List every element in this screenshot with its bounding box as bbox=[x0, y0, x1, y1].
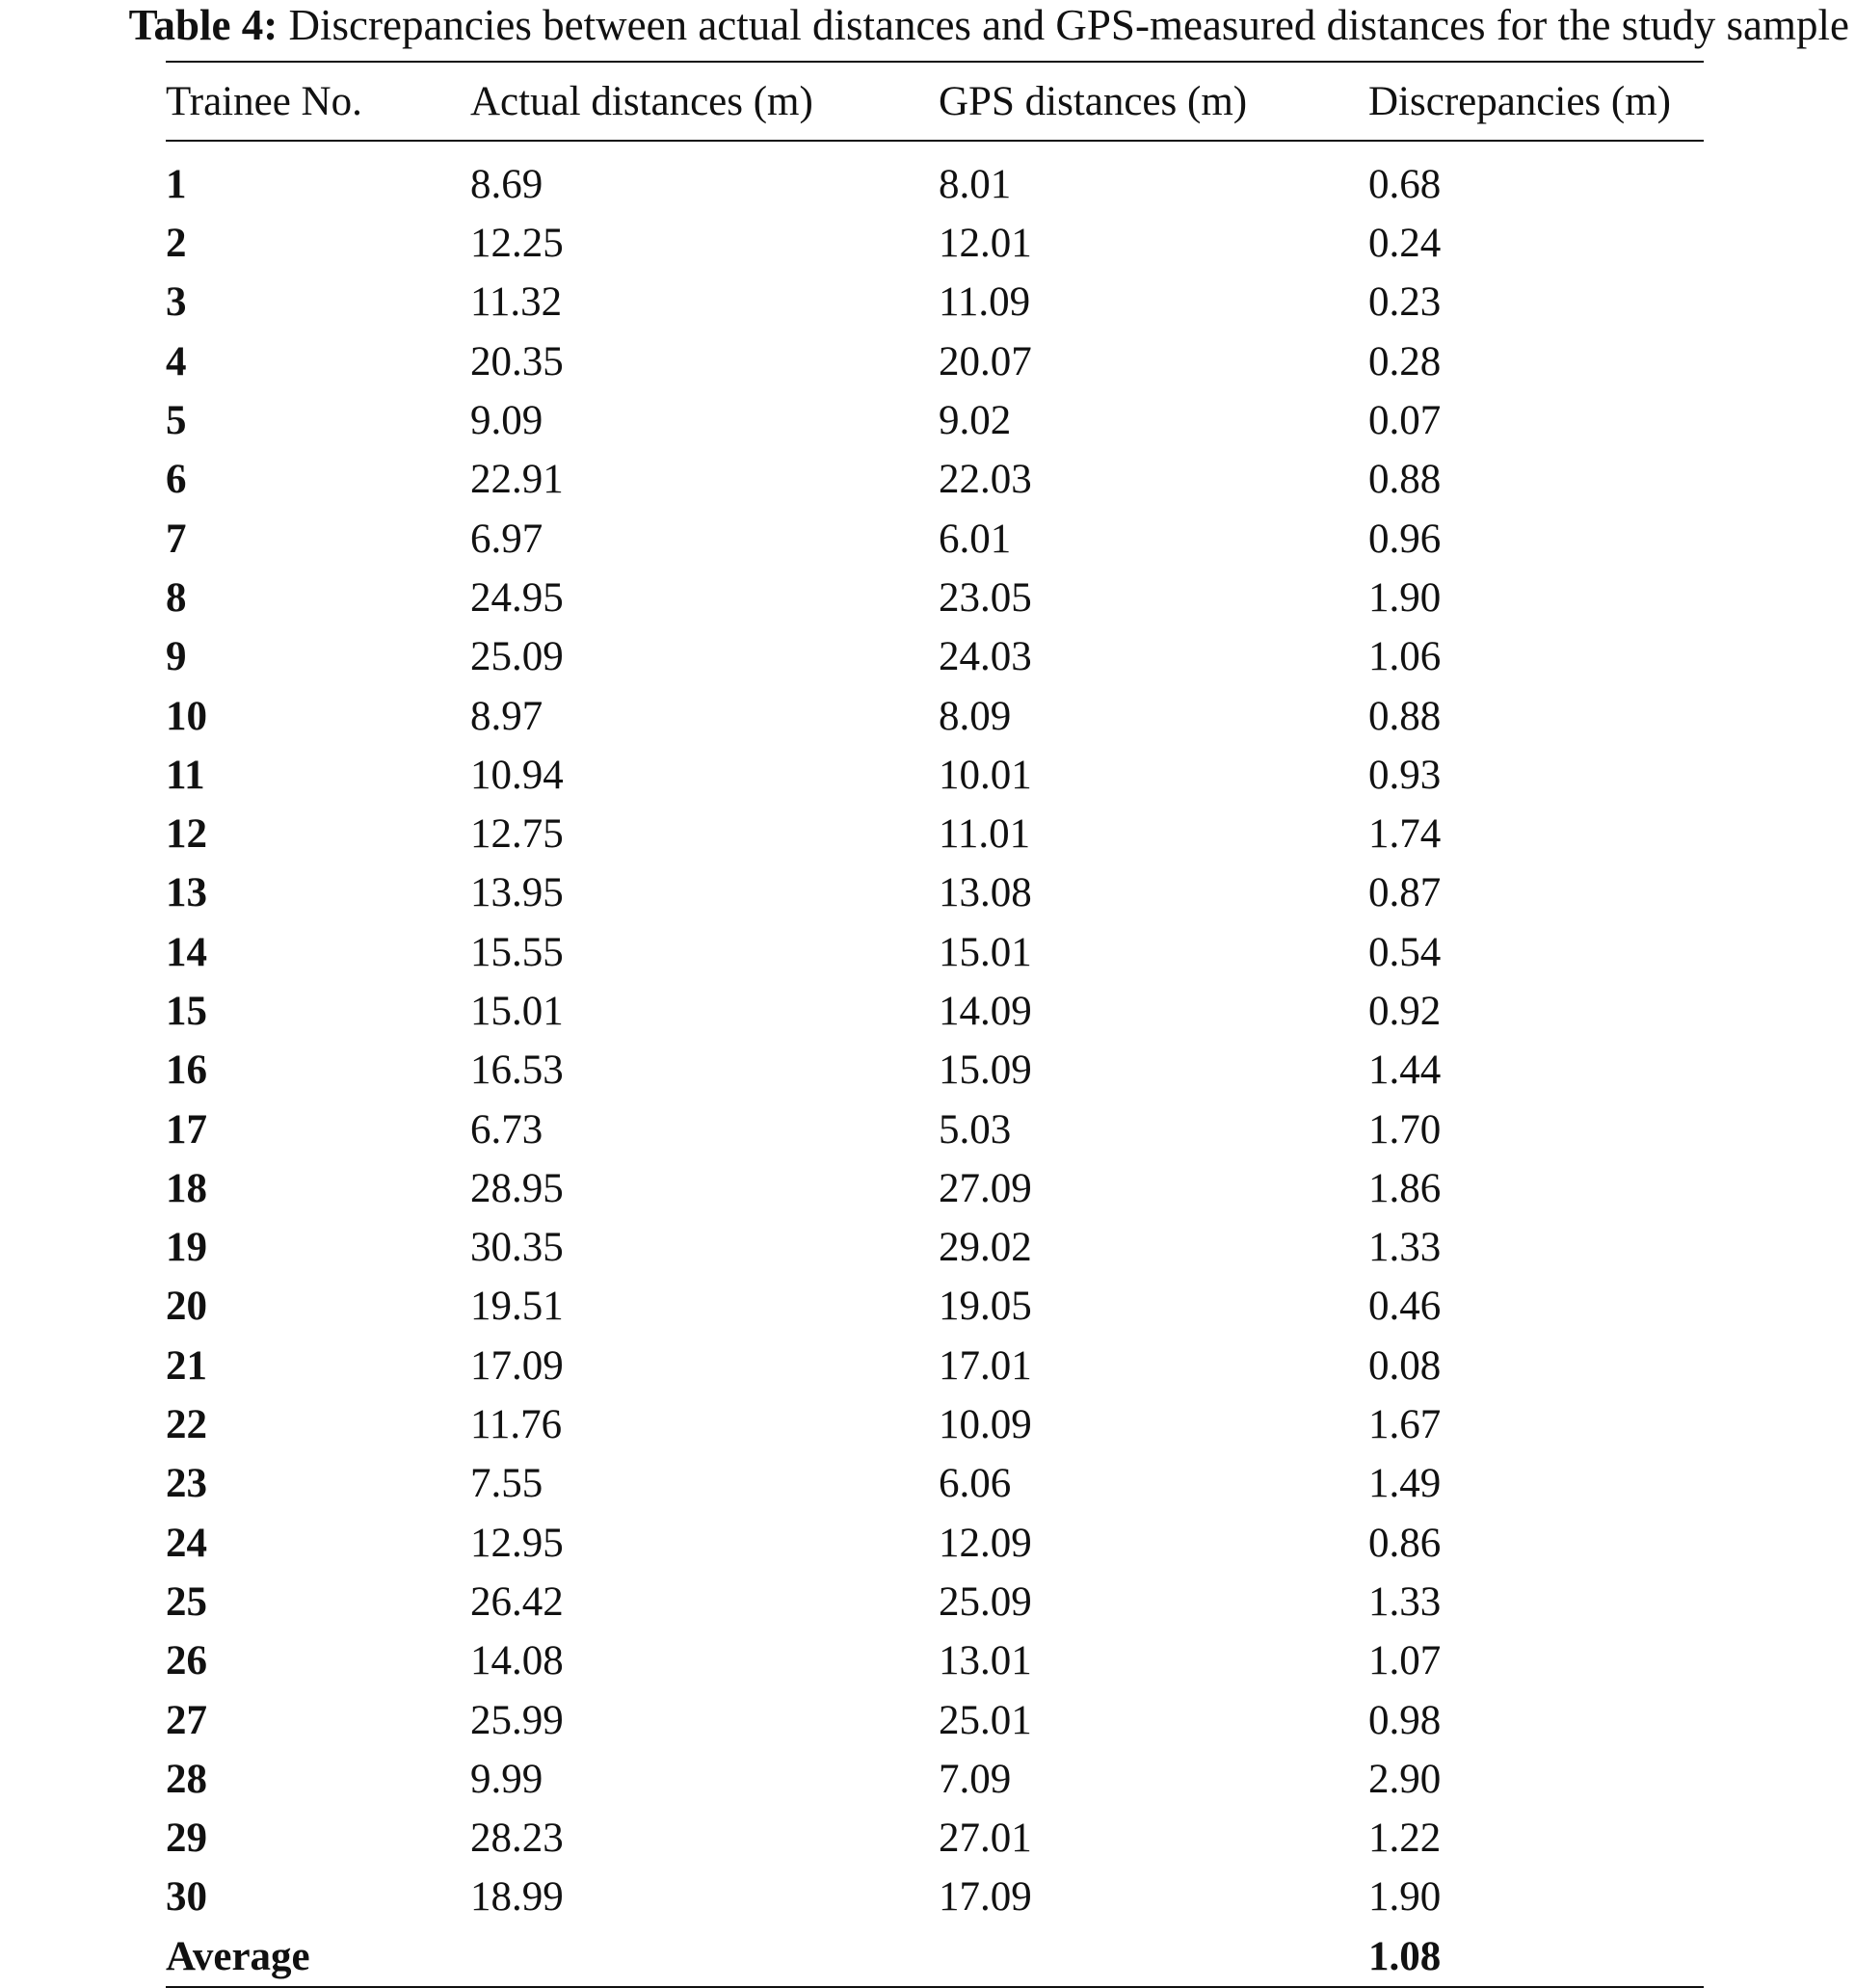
trainee-no-cell: 29 bbox=[166, 1816, 207, 1862]
table-row bbox=[166, 1750, 1704, 1809]
header-gps-distances: GPS distances (m) bbox=[939, 78, 1248, 124]
table-row bbox=[166, 1690, 1704, 1749]
trainee-no-cell: 22 bbox=[166, 1402, 207, 1448]
actual-distance-cell: 12.25 bbox=[470, 221, 564, 267]
table-container bbox=[166, 61, 1704, 1988]
table-row bbox=[166, 863, 1704, 922]
gps-distance-cell: 9.02 bbox=[939, 398, 1012, 444]
discrepancy-cell: 1.33 bbox=[1368, 1578, 1442, 1625]
trainee-no-cell: 16 bbox=[166, 1047, 207, 1094]
actual-distance-cell: 13.95 bbox=[470, 870, 564, 916]
average-value: 1.08 bbox=[1368, 1933, 1442, 1979]
gps-distance-cell: 27.09 bbox=[939, 1165, 1032, 1211]
average-actual-empty bbox=[470, 1927, 939, 1987]
table-row bbox=[166, 214, 1704, 273]
trainee-no-cell: 18 bbox=[166, 1165, 207, 1211]
actual-distance-cell: 15.55 bbox=[470, 929, 564, 975]
discrepancy-cell: 0.87 bbox=[1368, 870, 1442, 916]
trainee-no-cell: 3 bbox=[166, 279, 187, 326]
table-row bbox=[166, 1395, 1704, 1454]
discrepancy-cell: 1.07 bbox=[1368, 1638, 1442, 1684]
trainee-no-cell: 6 bbox=[166, 457, 187, 503]
table-row bbox=[166, 1218, 1704, 1277]
gps-distance-cell: 19.05 bbox=[939, 1284, 1032, 1330]
actual-distance-cell: 20.35 bbox=[470, 338, 564, 384]
discrepancy-cell: 1.22 bbox=[1368, 1816, 1442, 1862]
trainee-no-cell: 9 bbox=[166, 634, 187, 680]
actual-distance-cell: 8.69 bbox=[470, 162, 543, 207]
actual-distance-cell: 28.95 bbox=[470, 1165, 564, 1211]
discrepancy-cell: 1.90 bbox=[1368, 1874, 1442, 1921]
trainee-no-cell: 27 bbox=[166, 1697, 207, 1743]
discrepancy-cell: 1.90 bbox=[1368, 574, 1442, 621]
trainee-no-cell: 14 bbox=[166, 929, 207, 975]
trainee-no-cell: 11 bbox=[166, 752, 205, 798]
gps-distance-cell: 10.01 bbox=[939, 752, 1032, 798]
trainee-no-cell: 24 bbox=[166, 1520, 207, 1566]
trainee-no-cell: 28 bbox=[166, 1756, 207, 1802]
gps-distance-cell: 23.05 bbox=[939, 574, 1032, 621]
gps-distance-cell: 13.01 bbox=[939, 1638, 1032, 1684]
discrepancy-cell: 0.54 bbox=[1368, 929, 1442, 975]
table-row bbox=[166, 1631, 1704, 1690]
table-row bbox=[166, 1868, 1704, 1926]
table-row bbox=[166, 923, 1704, 982]
gps-distance-cell: 7.09 bbox=[939, 1756, 1012, 1802]
actual-distance-cell: 11.32 bbox=[470, 279, 563, 326]
actual-distance-cell: 25.09 bbox=[470, 634, 564, 680]
actual-distance-cell: 12.95 bbox=[470, 1520, 564, 1566]
table-caption-text: Discrepancies between actual distances and GPS-measured distances for the study sample bbox=[288, 1, 1849, 49]
discrepancy-cell: 1.44 bbox=[1368, 1047, 1442, 1094]
table-row bbox=[166, 1573, 1704, 1631]
actual-distance-cell: 9.09 bbox=[470, 398, 543, 444]
header-actual-distances: Actual distances (m) bbox=[470, 78, 813, 124]
discrepancy-cell: 0.88 bbox=[1368, 693, 1442, 739]
actual-distance-cell: 28.23 bbox=[470, 1816, 564, 1862]
discrepancy-cell: 1.86 bbox=[1368, 1165, 1442, 1211]
header-discrepancies: Discrepancies (m) bbox=[1368, 78, 1671, 124]
gps-distance-cell: 11.09 bbox=[939, 279, 1031, 326]
discrepancy-cell: 0.92 bbox=[1368, 989, 1442, 1034]
discrepancy-cell: 0.88 bbox=[1368, 457, 1442, 503]
actual-distance-cell: 14.08 bbox=[470, 1638, 564, 1684]
table-caption-label: Table 4: bbox=[128, 1, 278, 49]
gps-distance-cell: 10.09 bbox=[939, 1402, 1032, 1448]
actual-distance-cell: 12.75 bbox=[470, 811, 564, 858]
trainee-no-cell: 7 bbox=[166, 516, 187, 562]
gps-distance-cell: 17.09 bbox=[939, 1874, 1032, 1921]
discrepancy-cell: 1.67 bbox=[1368, 1402, 1442, 1448]
trainee-no-cell: 15 bbox=[166, 989, 207, 1034]
gps-distance-cell: 8.09 bbox=[939, 693, 1012, 739]
average-gps-empty bbox=[939, 1927, 1368, 1987]
gps-distance-cell: 27.01 bbox=[939, 1816, 1032, 1862]
actual-distance-cell: 7.55 bbox=[470, 1461, 543, 1507]
table-row bbox=[166, 141, 1704, 214]
gps-distance-cell: 29.02 bbox=[939, 1225, 1032, 1271]
gps-distance-cell: 12.01 bbox=[939, 221, 1032, 267]
table-row bbox=[166, 1809, 1704, 1868]
gps-distance-cell: 5.03 bbox=[939, 1106, 1012, 1153]
trainee-no-cell: 25 bbox=[166, 1578, 207, 1625]
gps-distance-cell: 11.01 bbox=[939, 811, 1031, 858]
discrepancy-cell: 1.74 bbox=[1368, 811, 1442, 858]
discrepancy-cell: 0.46 bbox=[1368, 1284, 1442, 1330]
table-row bbox=[166, 391, 1704, 450]
trainee-no-cell: 30 bbox=[166, 1874, 207, 1921]
trainee-no-cell: 20 bbox=[166, 1284, 207, 1330]
actual-distance-cell: 30.35 bbox=[470, 1225, 564, 1271]
table-row bbox=[166, 569, 1704, 627]
table-row bbox=[166, 1041, 1704, 1100]
trainee-no-cell: 10 bbox=[166, 693, 207, 739]
trainee-no-cell: 2 bbox=[166, 221, 187, 267]
gps-distance-cell: 14.09 bbox=[939, 989, 1032, 1034]
trainee-no-cell: 1 bbox=[166, 162, 187, 207]
header-trainee-no: Trainee No. bbox=[166, 78, 362, 124]
discrepancy-cell: 0.07 bbox=[1368, 398, 1442, 444]
discrepancy-cell: 0.68 bbox=[1368, 162, 1442, 207]
table-row bbox=[166, 1514, 1704, 1573]
table-row bbox=[166, 982, 1704, 1041]
table-row bbox=[166, 805, 1704, 863]
actual-distance-cell: 6.97 bbox=[470, 516, 543, 562]
table-header-row bbox=[166, 62, 1704, 141]
average-row bbox=[166, 1927, 1704, 1987]
discrepancy-cell: 0.96 bbox=[1368, 516, 1442, 562]
actual-distance-cell: 8.97 bbox=[470, 693, 543, 739]
table-row bbox=[166, 1100, 1704, 1158]
discrepancy-cell: 1.70 bbox=[1368, 1106, 1442, 1153]
discrepancy-cell: 2.90 bbox=[1368, 1756, 1442, 1802]
actual-distance-cell: 19.51 bbox=[470, 1284, 564, 1330]
trainee-no-cell: 21 bbox=[166, 1342, 207, 1389]
actual-distance-cell: 26.42 bbox=[470, 1578, 564, 1625]
table-row bbox=[166, 450, 1704, 509]
table-body bbox=[166, 141, 1704, 1987]
discrepancy-cell: 0.93 bbox=[1368, 752, 1442, 798]
trainee-no-cell: 26 bbox=[166, 1638, 207, 1684]
trainee-no-cell: 23 bbox=[166, 1461, 207, 1507]
gps-distance-cell: 24.03 bbox=[939, 634, 1032, 680]
gps-distance-cell: 22.03 bbox=[939, 457, 1032, 503]
discrepancy-table bbox=[166, 61, 1704, 1988]
actual-distance-cell: 9.99 bbox=[470, 1756, 543, 1802]
actual-distance-cell: 11.76 bbox=[470, 1402, 563, 1448]
discrepancy-cell: 0.08 bbox=[1368, 1342, 1442, 1389]
trainee-no-cell: 13 bbox=[166, 870, 207, 916]
table-row bbox=[166, 1454, 1704, 1513]
actual-distance-cell: 16.53 bbox=[470, 1047, 564, 1094]
table-row bbox=[166, 686, 1704, 745]
table-row bbox=[166, 1277, 1704, 1336]
trainee-no-cell: 17 bbox=[166, 1106, 207, 1153]
table-row bbox=[166, 509, 1704, 568]
table-row bbox=[166, 273, 1704, 331]
discrepancy-cell: 1.33 bbox=[1368, 1225, 1442, 1271]
actual-distance-cell: 10.94 bbox=[470, 752, 564, 798]
trainee-no-cell: 5 bbox=[166, 398, 187, 444]
gps-distance-cell: 15.09 bbox=[939, 1047, 1032, 1094]
gps-distance-cell: 6.01 bbox=[939, 516, 1012, 562]
trainee-no-cell: 19 bbox=[166, 1225, 207, 1271]
discrepancy-cell: 0.98 bbox=[1368, 1697, 1442, 1743]
actual-distance-cell: 17.09 bbox=[470, 1342, 564, 1389]
actual-distance-cell: 25.99 bbox=[470, 1697, 564, 1743]
table-row bbox=[166, 332, 1704, 391]
gps-distance-cell: 12.09 bbox=[939, 1520, 1032, 1566]
actual-distance-cell: 18.99 bbox=[470, 1874, 564, 1921]
discrepancy-cell: 0.28 bbox=[1368, 338, 1442, 384]
table-row bbox=[166, 627, 1704, 686]
discrepancy-cell: 0.23 bbox=[1368, 279, 1442, 326]
discrepancy-cell: 0.86 bbox=[1368, 1520, 1442, 1566]
trainee-no-cell: 12 bbox=[166, 811, 207, 858]
table-row bbox=[166, 746, 1704, 805]
table-caption bbox=[0, 0, 1855, 50]
table-row bbox=[166, 1337, 1704, 1395]
gps-distance-cell: 20.07 bbox=[939, 338, 1032, 384]
average-label: Average bbox=[166, 1933, 310, 1979]
discrepancy-cell: 1.06 bbox=[1368, 634, 1442, 680]
actual-distance-cell: 24.95 bbox=[470, 574, 564, 621]
gps-distance-cell: 15.01 bbox=[939, 929, 1032, 975]
gps-distance-cell: 25.01 bbox=[939, 1697, 1032, 1743]
table-row bbox=[166, 1159, 1704, 1218]
gps-distance-cell: 25.09 bbox=[939, 1578, 1032, 1625]
discrepancy-cell: 1.49 bbox=[1368, 1461, 1442, 1507]
trainee-no-cell: 4 bbox=[166, 338, 187, 384]
actual-distance-cell: 22.91 bbox=[470, 457, 564, 503]
actual-distance-cell: 6.73 bbox=[470, 1106, 543, 1153]
gps-distance-cell: 6.06 bbox=[939, 1461, 1012, 1507]
discrepancy-cell: 0.24 bbox=[1368, 221, 1442, 267]
actual-distance-cell: 15.01 bbox=[470, 989, 564, 1034]
gps-distance-cell: 13.08 bbox=[939, 870, 1032, 916]
gps-distance-cell: 17.01 bbox=[939, 1342, 1032, 1389]
trainee-no-cell: 8 bbox=[166, 574, 187, 621]
gps-distance-cell: 8.01 bbox=[939, 162, 1012, 207]
